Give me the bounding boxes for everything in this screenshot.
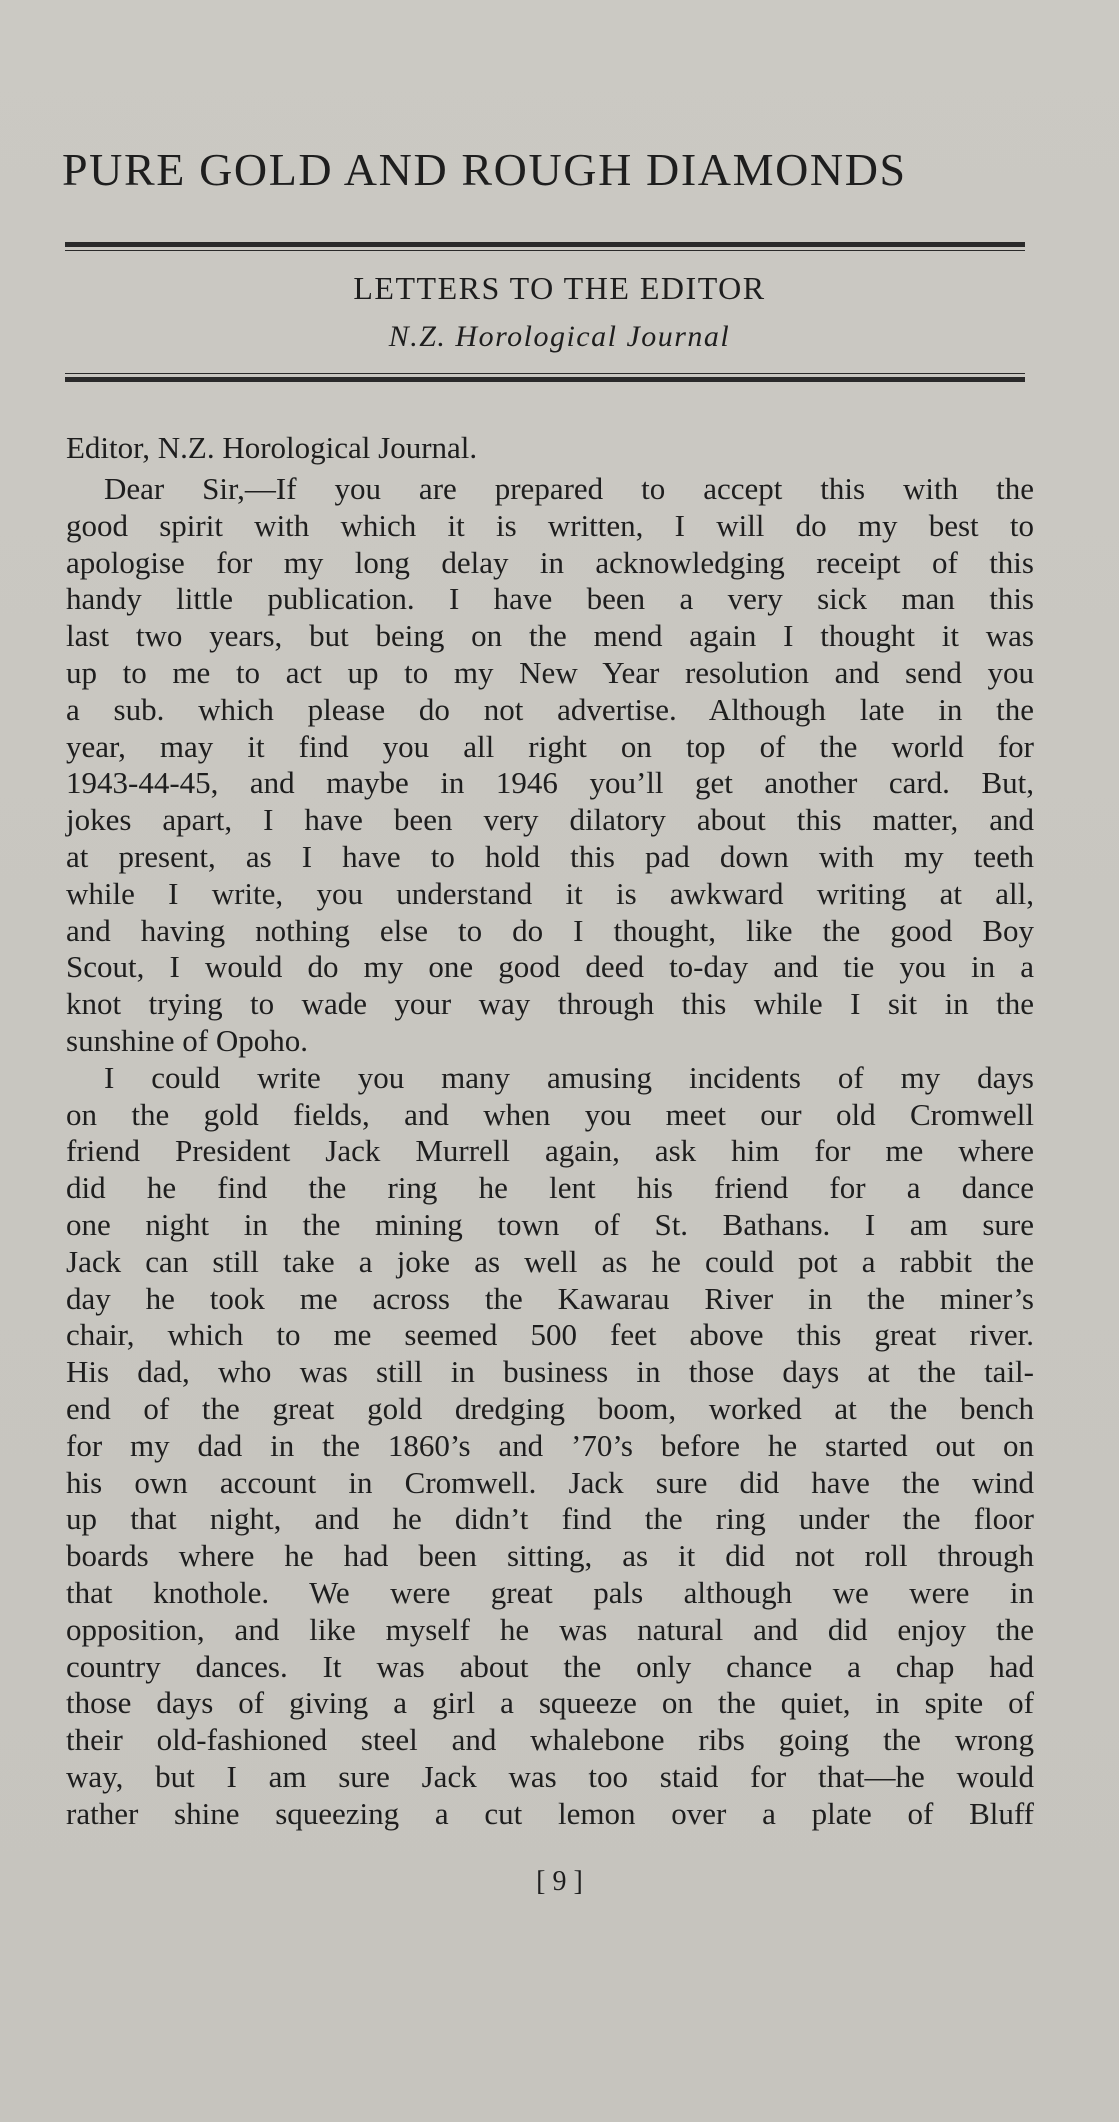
rule-thick-line — [65, 242, 1025, 247]
text-line: friend President Jack Murrell again, ask him for me where — [66, 1133, 1034, 1169]
text-line: those days of giving a girl a squeeze on the quiet, in spite of — [66, 1685, 1034, 1721]
text-line: his own account in Cromwell. Jack sure did have the wind — [66, 1464, 1034, 1500]
text-line: their old-fashioned steel and whalebone ribs going the wrong — [66, 1722, 1034, 1758]
text-line: Jack can still take a joke as well as he could pot a rabbit the — [66, 1243, 1034, 1279]
text-line: a sub. which please do not advertise. Although late in the — [66, 691, 1034, 727]
text-line: knot trying to wade your way through this while I sit in the — [66, 986, 1034, 1022]
text-line: good spirit with which it is written, I will do my best to — [66, 507, 1034, 543]
text-line: last two years, but being on the mend again I thought it was — [66, 618, 1034, 654]
text-line: one night in the mining town of St. Bathans. I am sure — [66, 1206, 1034, 1242]
bottom-double-rule — [65, 373, 1025, 382]
text-line: Scout, I would do my one good deed to-day and tie you in a — [66, 949, 1034, 985]
text-line: day he took me across the Kawarau River in the miner’s — [66, 1280, 1034, 1316]
text-line: end of the great gold dredging boom, worked at the bench — [66, 1390, 1034, 1426]
text-line: sunshine of Opoho. — [66, 1022, 308, 1058]
letter-salutation: Editor, N.Z. Horological Journal. — [66, 430, 478, 465]
top-double-rule — [65, 242, 1025, 251]
section-title: LETTERS TO THE EDITOR — [353, 270, 766, 306]
text-line: year, may it find you all right on top of the world for — [66, 728, 1034, 764]
text-line: I could write you many amusing incidents of my days — [104, 1059, 1034, 1095]
text-line: on the gold fields, and when you meet our old Cromwell — [66, 1096, 1034, 1132]
text-line: at present, as I have to hold this pad down with my teeth — [66, 838, 1034, 874]
page-number: [ 9 ] — [536, 1866, 583, 1897]
section-subtitle: N.Z. Horological Journal — [388, 320, 731, 353]
running-title: PURE GOLD AND ROUGH DIAMONDS — [62, 144, 907, 195]
text-line: Dear Sir,—If you are prepared to accept this with the — [104, 471, 1034, 506]
text-line: His dad, who was still in business in those days at the tail- — [66, 1354, 1034, 1390]
text-line: did he find the ring he lent his friend for a dance — [66, 1170, 1034, 1206]
text-line: country dances. It was about the only chance a chap had — [66, 1648, 1034, 1684]
rule-thin-line — [65, 373, 1025, 374]
text-line: up that night, and he didn’t find the ring under the floor — [66, 1501, 1034, 1537]
text-line: apologise for my long delay in acknowledging receipt of this — [66, 544, 1034, 580]
text-line: 1943-44-45, and maybe in 1946 you’ll get another card. But, — [66, 765, 1034, 801]
rule-thin-line — [65, 250, 1025, 251]
text-line: jokes apart, I have been very dilatory about this matter, and — [66, 802, 1034, 838]
text-line: handy little publication. I have been a very sick man this — [66, 581, 1034, 617]
text-line: opposition, and like myself he was natural and did enjoy the — [66, 1611, 1034, 1647]
text-line: up to me to act up to my New Year resolution and send you — [66, 654, 1034, 690]
text-line: while I write, you understand it is awkward writing at all, — [66, 875, 1034, 911]
text-line: and having nothing else to do I thought, like the good Boy — [66, 912, 1034, 948]
text-line: for my dad in the 1860’s and ’70’s before he started out on — [66, 1427, 1034, 1463]
text-line: that knothole. We were great pals although we were in — [66, 1574, 1034, 1610]
letter-body — [66, 471, 1034, 1832]
text-line: boards where he had been sitting, as it did not roll through — [66, 1538, 1034, 1574]
text-line: chair, which to me seemed 500 feet above this great river. — [66, 1317, 1034, 1353]
rule-thick-line — [65, 377, 1025, 382]
text-line: way, but I am sure Jack was too staid for that—he would — [66, 1758, 1034, 1794]
text-line: rather shine squeezing a cut lemon over a plate of Bluff — [66, 1795, 1034, 1831]
